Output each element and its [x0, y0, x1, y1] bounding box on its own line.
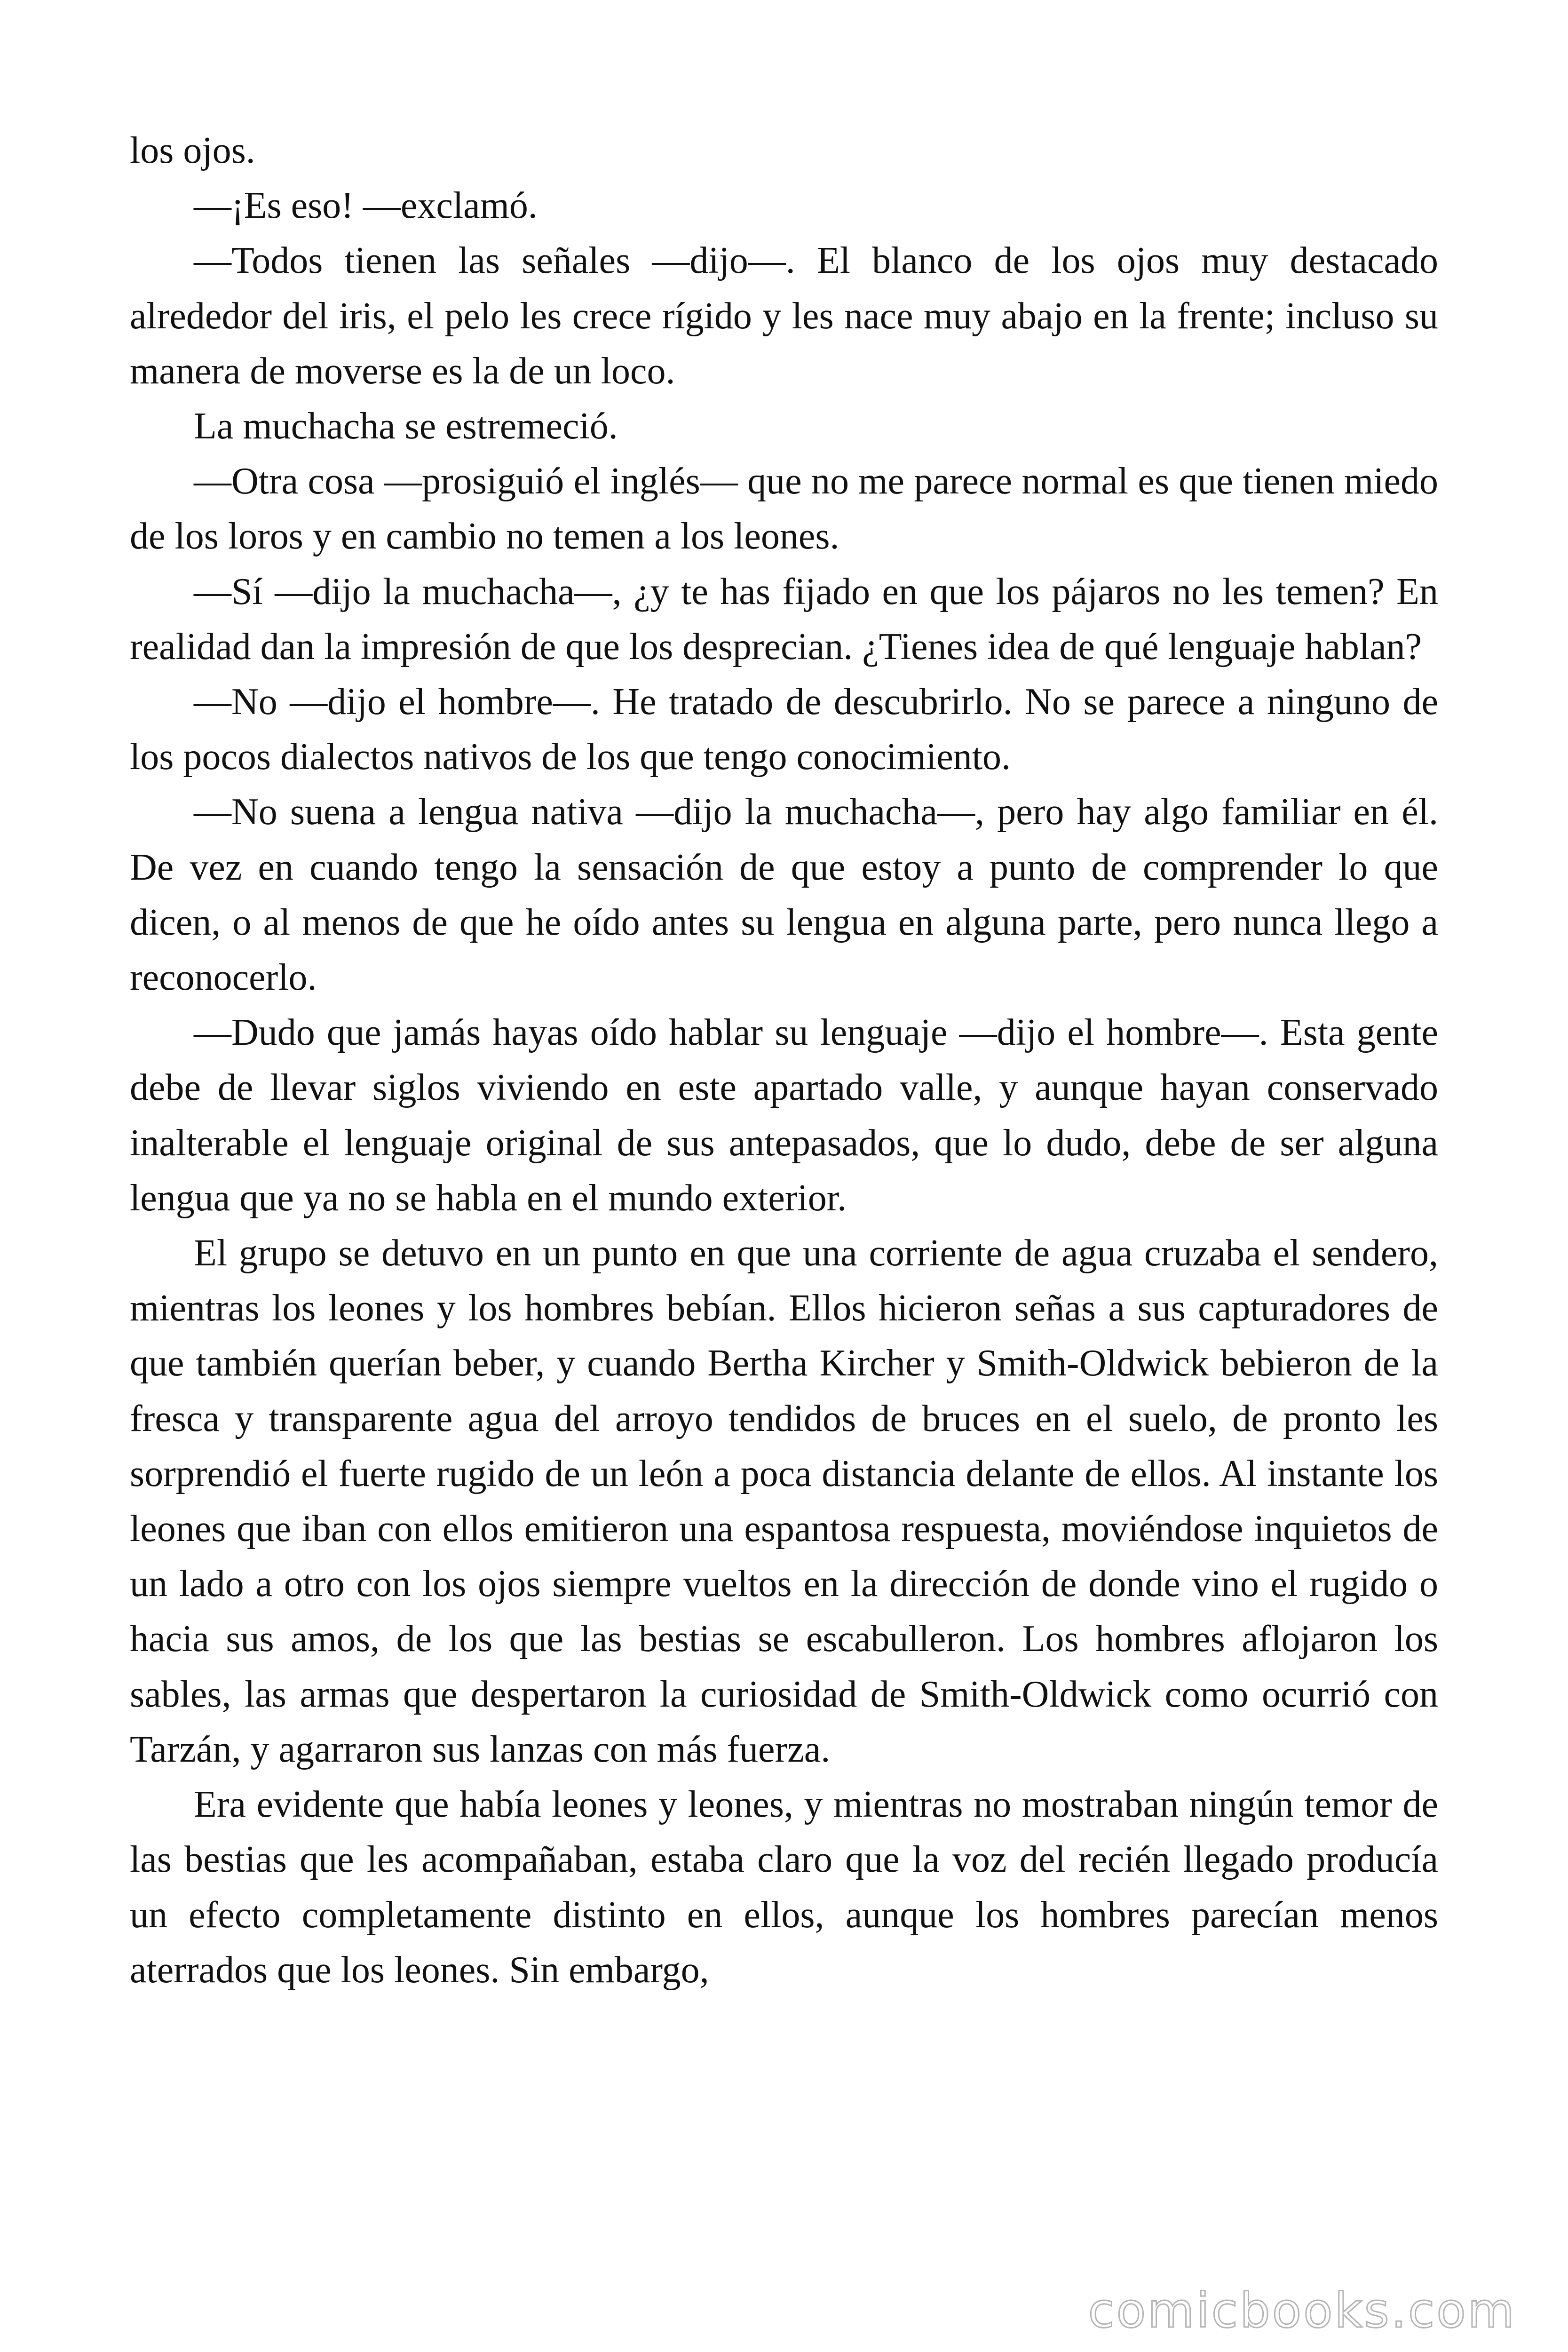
paragraph: —¡Es eso! —exclamó. [194, 185, 538, 227]
paragraph: Era evidente que había leones y leones, y mientras no mostraban ningún temor de las bestias que les acompañaban, estaba claro que la voz del recién llegado producía un efecto completamente distinto en ellos, aunque los hombres parecían menos aterrados que los leones. Sin embargo, [130, 1784, 1438, 1991]
paragraph: —No —dijo el hombre—. He tratado de descubrirlo. No se parece a ninguno de los pocos dialectos nativos de los que tengo conocimiento. [130, 681, 1438, 778]
paragraph-continuation: los ojos. [130, 130, 255, 171]
paragraph: —Sí —dijo la muchacha—, ¿y te has fijado en que los pájaros no les temen? En realidad dan la impresión de que los desprecian. ¿Tienes idea de qué lenguaje hablan? [130, 571, 1438, 667]
paragraph: —Todos tienen las señales —dijo—. El blanco de los ojos muy destacado alrededor del iris, el pelo les crece rígido y les nace muy abajo en la frente; incluso su manera de moverse es la de un loco. [130, 240, 1438, 392]
paragraph: La muchacha se estremeció. [194, 405, 618, 447]
paragraph: —Otra cosa —prosiguió el inglés— que no me parece normal es que tienen miedo de los loros y en cambio no temen a los leones. [130, 461, 1438, 557]
paragraph: —No suena a lengua nativa —dijo la muchacha—, pero hay algo familiar en él. De vez en cuando tengo la sensación de que estoy a punto de comprender lo que dicen, o al menos de que he oído antes su lengua en alguna parte, pero nunca llego a reconocerlo. [130, 791, 1438, 999]
paragraph: El grupo se detuvo en un punto en que una corriente de agua cruzaba el sendero, mientras los leones y los hombres bebían. Ellos hicieron señas a sus capturadores de que también querían beber, y cuando Bertha Kircher y Smith-Oldwick bebieron de la fresca y transparente agua del arroyo tendidos de bruces en el suelo, de pronto les sorprendió el fuerte rugido de un león a poca distancia delante de ellos. Al instante los leones que iban con ellos emitieron una espantosa respuesta, moviéndose inquietos de un lado a otro con los ojos siempre vueltos en la dirección de donde vino el rugido o hacia sus amos, de los que las bestias se escabulleron. Los hombres aflojaron los sables, las armas que despertaron la curiosidad de Smith-Oldwick como ocurrió con Tarzán, y agarraron sus lanzas con más fuerza. [130, 1232, 1438, 1770]
paragraph: —Dudo que jamás hayas oído hablar su lenguaje —dijo el hombre—. Esta gente debe de llevar siglos viviendo en este apartado valle, y aunque hayan conservado inalterable el lenguaje original de sus antepasados, que lo dudo, debe de ser alguna lengua que ya no se habla en el mundo exterior. [130, 1012, 1438, 1219]
watermark-text: comicbooks.com [1088, 2283, 1516, 2339]
page-body-text [130, 123, 1438, 1998]
